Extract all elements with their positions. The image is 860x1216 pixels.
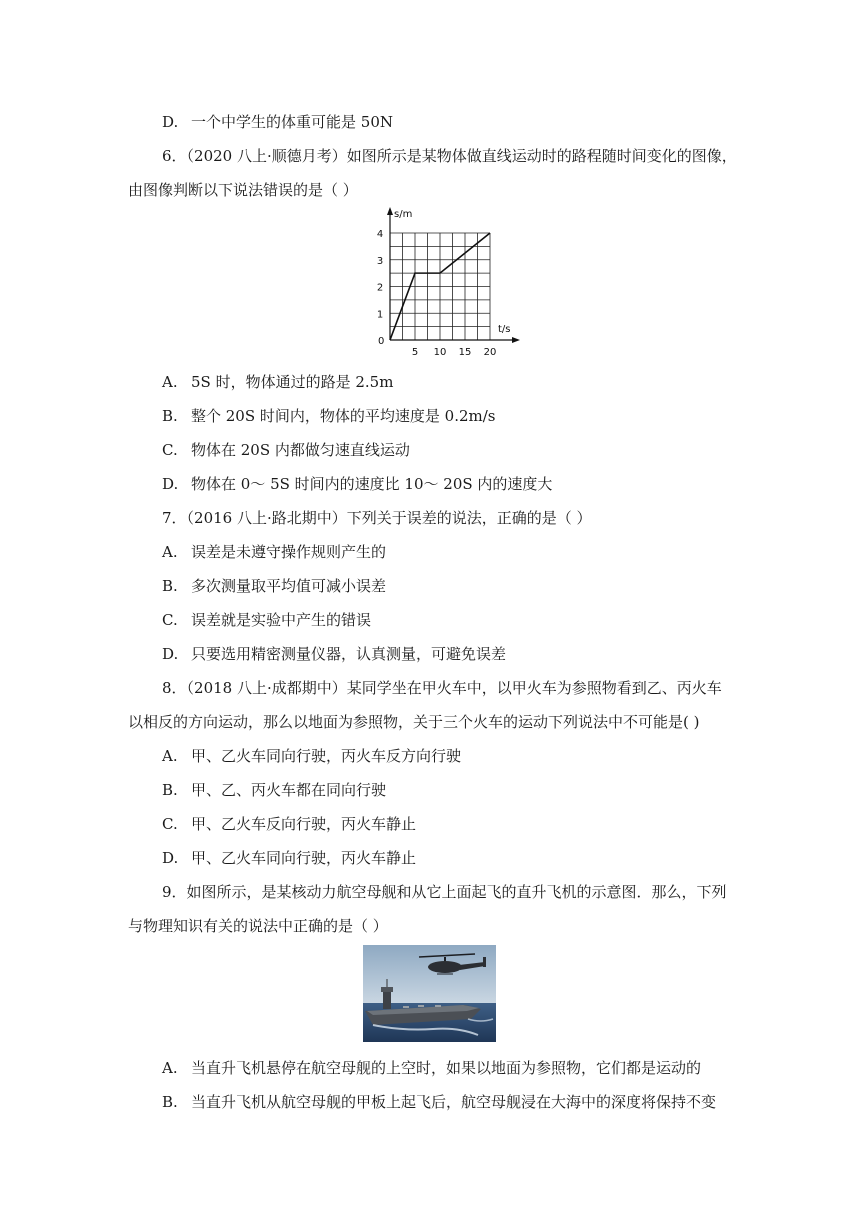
carrier-helicopter-photo xyxy=(363,945,496,1042)
x-tick-label: 20 xyxy=(483,347,497,358)
option-letter: D. xyxy=(162,113,179,131)
y-axis-arrow xyxy=(387,207,393,215)
document-page: D. 一个中学生的体重可能是 50N 6．（2020 八上·顺德月考）如图所示是某物体做直线运动时的路程随时间变化的图像， 由图像判断以下说法错误的是（ ） t/s s/m 0 5 10 15 20 1 2 3 4 A. 5S 时，物体通过的路是 2.5m B. 整个 20S 时间内，物体的平均速度是 0.2m/s C. 物体在 20S 内都做匀速直线运动 D. 物体在 0～ 5S 时间内的速度比 10～ 20S 内的速度大 7．（2016 八上·路北期中）下列关于误差的说法，正确的是（ ） A. 误差是未遵守操作规则产生的 B. 多次测量取平均值可减小误差 C. 误差就是实验中产生的错误 D. 只要选用精密测量仪器，认真测量，可避免误差 8．（2018 八上·成都期中）某同学坐在甲火车中，以甲火车为参照物看到乙、丙火车 以相反的方向运动，那么以地面为参照物，关于三个火车的运动下列说法中不可能是( ) A. 甲、乙火车同向行驶，丙火车反方向行驶 B. 甲、乙、丙火车都在同向行驶 C. 甲、乙火车反向行驶，丙火车静止 D. 甲、乙火车同向行驶，丙火车静止 9．如图所示，是某核动力航空母舰和从它上面起飞的直升飞机的示意图．那么，下列 与物理知识有关的说法中正确的是（ ） A. 当直升飞机悬停在航空母舰的上空时，如果以地面为参照物，它们都是运动的 B. 当直升飞机从航空母舰的甲板上起飞后，航空母舰浸在大海中的深度将保持不变 xyxy=(128,113,737,1111)
x-tick-label: 5 xyxy=(411,347,419,358)
distance-time-chart xyxy=(360,206,525,365)
y-tick-label: 4 xyxy=(376,229,384,240)
carrier-helicopter-illustration xyxy=(363,945,496,1042)
y-tick-label: 3 xyxy=(376,255,384,267)
y-tick-label: 1 xyxy=(376,309,384,321)
option-text: 一个中学生的体重可能是 50N xyxy=(191,113,393,131)
y-axis-label: s/m xyxy=(394,209,413,220)
x-tick-label: 15 xyxy=(458,347,472,358)
x-tick-label: 10 xyxy=(433,347,447,358)
x-axis-arrow xyxy=(512,337,520,343)
x-axis-label: t/s xyxy=(498,324,511,335)
origin-label: 0 xyxy=(378,336,385,347)
y-tick-label: 2 xyxy=(376,282,384,294)
chart-svg xyxy=(360,206,525,361)
